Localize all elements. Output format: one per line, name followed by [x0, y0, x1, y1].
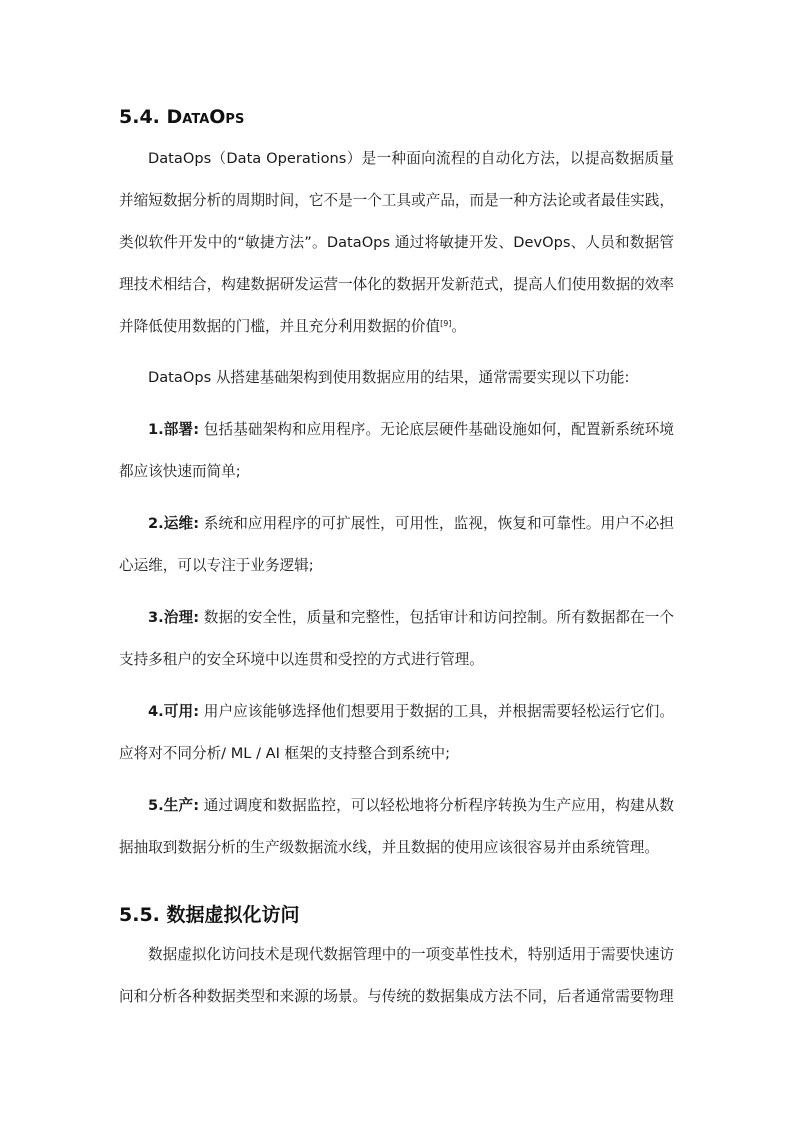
section-5-5-paragraph: [119, 934, 674, 1018]
function-item-production: [119, 785, 674, 869]
section-heading-5-4: [119, 105, 244, 129]
section-number: 5.5.: [119, 904, 160, 926]
function-label: 1.部署:: [148, 421, 200, 438]
function-item-operations: [119, 503, 674, 587]
functions-intro-paragraph: [119, 357, 674, 399]
function-label: 5.生产:: [148, 797, 200, 814]
function-text: 包括基础架构和应用程序。无论底层硬件基础设施如何，配置新系统环境都应该快速而简单;: [119, 421, 674, 480]
function-item-usability: [119, 691, 674, 775]
function-item-deploy: [119, 409, 674, 493]
functions-intro-text: DataOps 从搭建基础架构到使用数据应用的结果，通常需要实现以下功能:: [148, 369, 630, 386]
intro-paragraph: [119, 138, 674, 348]
citation-marker: [9]: [440, 319, 452, 328]
function-label: 2.运维:: [148, 515, 200, 532]
function-text: 数据的安全性，质量和完整性，包括审计和访问控制。所有数据都在一个支持多租户的安全环境中以连贯和受控的方式进行管理。: [119, 609, 674, 668]
section-heading-5-5: [119, 903, 300, 927]
section-title: DataOps: [166, 106, 245, 128]
function-label: 4.可用:: [148, 703, 200, 720]
function-text: 系统和应用程序的可扩展性，可用性，监视，恢复和可靠性。用户不必担心运维，可以专注于业务逻辑;: [119, 515, 674, 574]
section-number: 5.4.: [119, 106, 160, 128]
section-title: 数据虚拟化访问: [166, 904, 300, 926]
function-item-governance: [119, 597, 674, 681]
section-5-5-text: 数据虚拟化访问技术是现代数据管理中的一项变革性技术，特别适用于需要快速访问和分析各种数据类型和来源的场景。与传统的数据集成方法不同，后者通常需要物理: [119, 946, 674, 1005]
intro-text: DataOps（Data Operations）是一种面向流程的自动化方法，以提高数据质量并缩短数据分析的周期时间，它不是一个工具或产品，而是一种方法论或者最佳实践，类似软件开发中的“敏捷方法”。DataOps 通过将敏捷开发、DevOps、人员和数据管理技术相结合，构建数据研发运营一体化的数据开发新范式，提高人们使用数据的效率并降低使用数据的门槛，并且充分利用数据的价值: [119, 150, 674, 335]
intro-end: 。: [451, 318, 467, 335]
function-label: 3.治理:: [148, 609, 200, 626]
function-text: 用户应该能够选择他们想要用于数据的工具，并根据需要轻松运行它们。应将对不同分析/ ML / AI 框架的支持整合到系统中;: [119, 703, 674, 762]
function-text: 通过调度和数据监控，可以轻松地将分析程序转换为生产应用，构建从数据抽取到数据分析的生产级数据流水线，并且数据的使用应该很容易并由系统管理。: [119, 797, 674, 856]
